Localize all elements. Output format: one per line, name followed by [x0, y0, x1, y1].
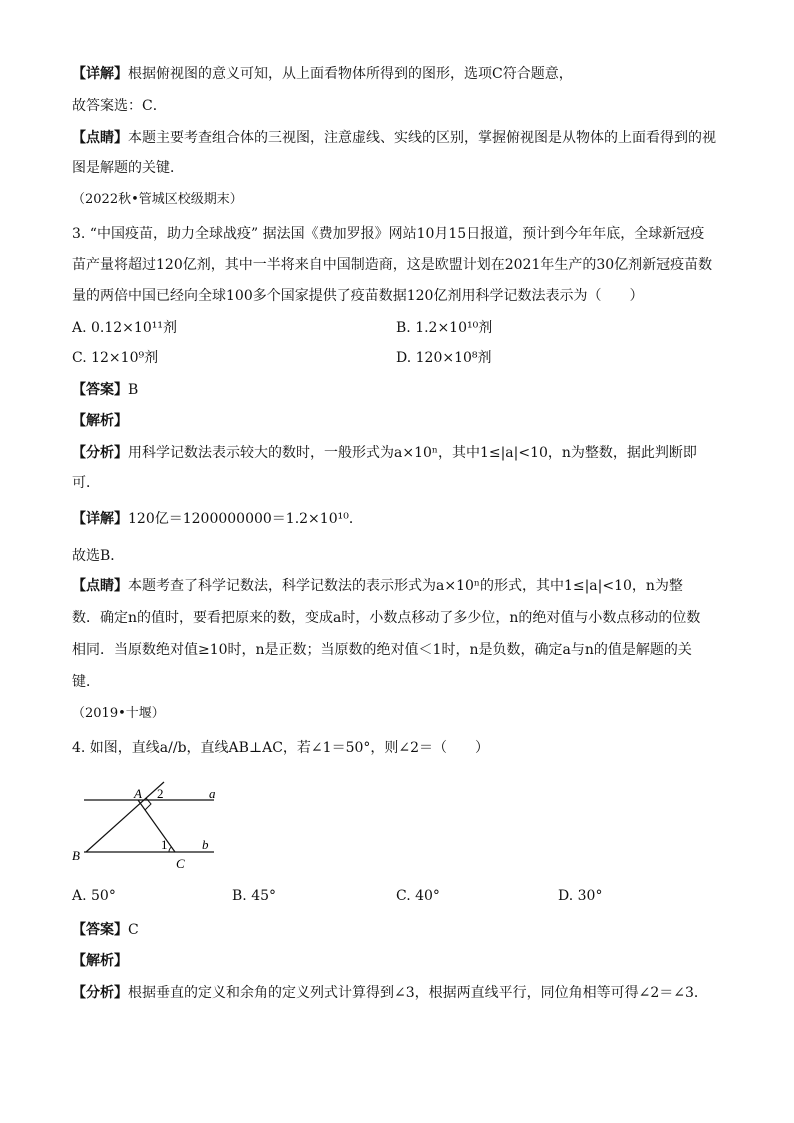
comment-tag: 【点睛】 — [72, 130, 128, 146]
q4-answer — [72, 920, 139, 940]
q3-detail-text: 120亿＝1200000000＝1.2×10¹⁰． — [128, 511, 363, 527]
q3-answer-value: B — [128, 382, 139, 398]
label-point-c: C — [176, 856, 185, 871]
q3-answer — [72, 380, 138, 400]
label-point-b: B — [72, 848, 80, 863]
q4-fenxi-text: 根据垂直的定义和余角的定义列式计算得到∠3，根据两直线平行，同位角相等可得∠2＝∠3． — [128, 985, 708, 1001]
comment-paragraph — [72, 128, 716, 148]
source-q4: （2019•十堰） — [72, 706, 165, 721]
label-line-a: a — [209, 786, 216, 801]
q3-comment — [72, 576, 683, 596]
q4-option-a: A. 50° — [72, 888, 116, 904]
label-line-b: b — [202, 837, 209, 852]
line-ac — [138, 800, 175, 852]
q3-fenxi-text-1: 用科学记数法表示较大的数时，一般形式为a×10ⁿ，其中1≤|a|<10，n为整数，据此判断即 — [128, 445, 697, 461]
q3-option-d: D. 120×10⁸剂 — [396, 350, 492, 366]
q3-option-a: A. 0.12×10¹¹剂 — [72, 320, 177, 336]
comment-text-2: 图是解题的关键． — [72, 160, 184, 176]
comment-text-1: 本题主要考查组合体的三视图，注意虚线、实线的区别，掌握俯视图是从物体的上面看得到的视 — [128, 130, 716, 146]
q3-answer-tag: 【答案】 — [72, 382, 128, 398]
q3-line-3: 量的两倍中国已经向全球100多个国家提供了疫苗数据120亿剂用科学记数法表示为（ ） — [72, 288, 644, 304]
q3-comment-tag: 【点睛】 — [72, 578, 128, 594]
angle-1-arc — [169, 847, 172, 852]
q3-option-b: B. 1.2×10¹⁰剂 — [396, 320, 493, 336]
q3-comment-text-2: 数．确定n的值时，要看把原来的数，变成a时，小数点移动了多少位，n的绝对值与小数点移动的位数 — [72, 610, 701, 626]
detail-tag: 【详解】 — [72, 66, 128, 82]
q4-option-d: D. 30° — [558, 888, 603, 904]
q4-line-1: 4. 如图，直线a//b，直线AB⊥AC，若∠1＝50°，则∠2＝（ ） — [72, 740, 490, 756]
q4-option-b: B. 45° — [232, 888, 277, 904]
q4-fenxi — [72, 983, 708, 1003]
q3-detail-tag: 【详解】 — [72, 511, 128, 527]
source-q3: （2022秋•管城区校级期末） — [72, 192, 243, 207]
q3-fenxi-tag: 【分析】 — [72, 445, 128, 461]
label-angle-1: 1 — [161, 837, 168, 852]
q3-choose: 故选B． — [72, 548, 125, 564]
q3-comment-text-3: 相同．当原数绝对值≥10时，n是正数；当原数的绝对值＜1时，n是负数，确定a与n的值是解题的关 — [72, 642, 692, 658]
label-angle-2: 2 — [157, 786, 164, 801]
detail-paragraph — [72, 64, 573, 84]
line-ab — [86, 782, 164, 852]
q3-line-1: 3. “中国疫苗，助力全球战疫” 据法国《费加罗报》网站10月15日报道，预计到今年年底，全球新冠疫 — [72, 226, 705, 242]
q3-line-2: 苗产量将超过120亿剂，其中一半将来自中国制造商，这是欧盟计划在2021年生产的30亿剂新冠疫苗数 — [72, 257, 713, 273]
label-point-a: A — [134, 786, 142, 801]
q3-comment-text-4: 键． — [72, 674, 100, 690]
q3-option-c: C. 12×10⁹剂 — [72, 350, 159, 366]
q3-detail — [72, 509, 363, 529]
geometry-figure — [72, 770, 232, 876]
q4-analysis-tag: 【解析】 — [72, 953, 128, 969]
q4-answer-value: C — [128, 922, 139, 938]
answer-choice-text: 故答案选：C． — [72, 98, 167, 114]
q4-option-c: C. 40° — [396, 888, 440, 904]
q3-analysis-tag: 【解析】 — [72, 413, 128, 429]
q4-fenxi-tag: 【分析】 — [72, 985, 128, 1001]
q3-fenxi — [72, 443, 697, 463]
detail-text: 根据俯视图的意义可知，从上面看物体所得到的图形，选项C符合题意， — [128, 66, 573, 82]
q3-comment-text-1: 本题考查了科学记数法，科学记数法的表示形式为a×10ⁿ的形式，其中1≤|a|<10，n为整 — [128, 578, 683, 594]
q3-fenxi-text-2: 可． — [72, 475, 100, 491]
q4-answer-tag: 【答案】 — [72, 922, 128, 938]
